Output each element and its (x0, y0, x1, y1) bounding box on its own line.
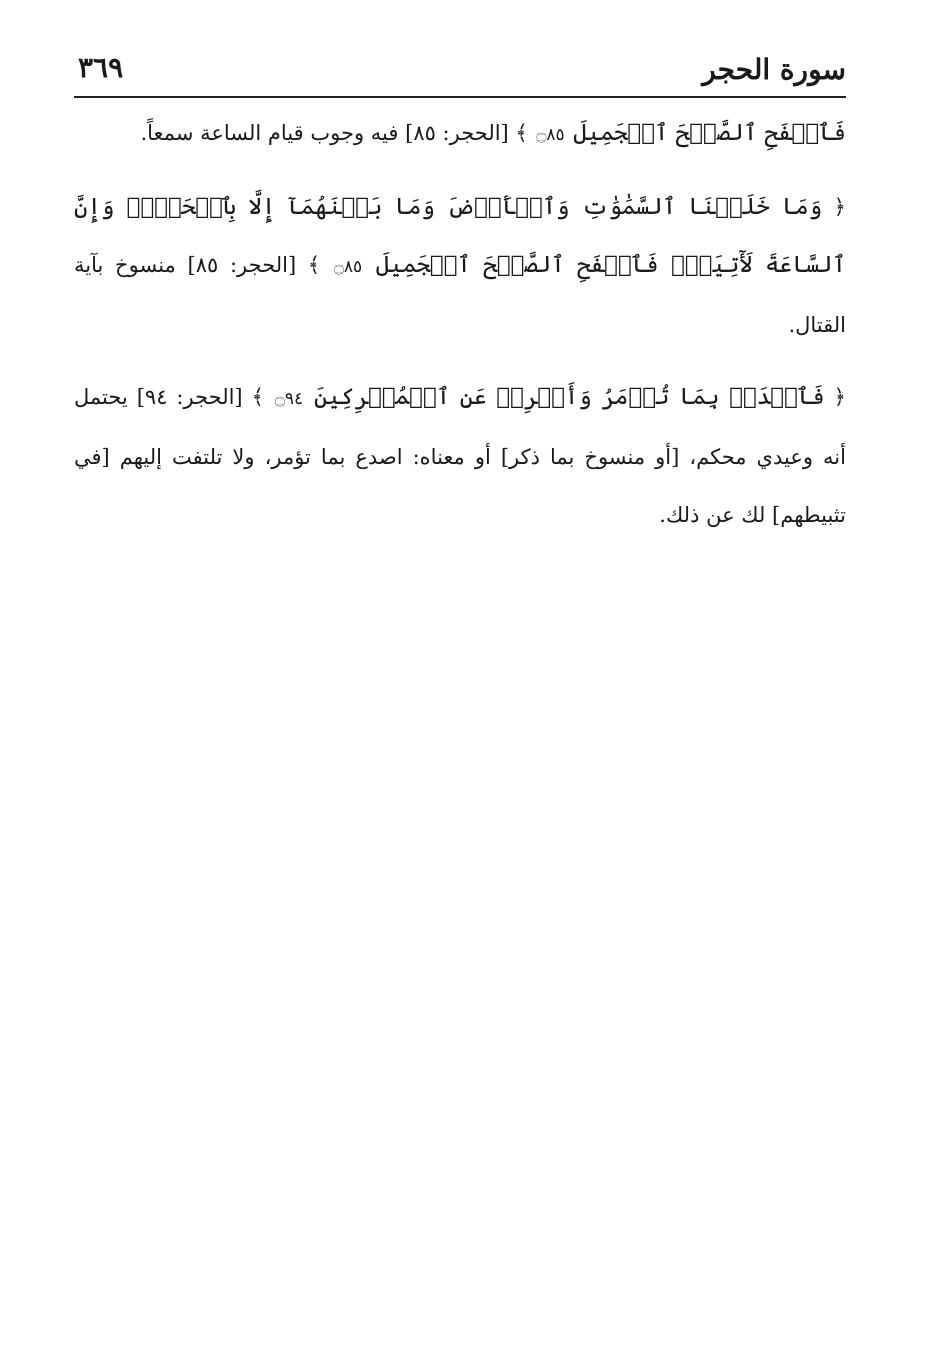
verse-close-bracket: ﴾ (515, 121, 528, 145)
verse-close-bracket: ﴾ (251, 385, 264, 409)
commentary-text: [الحجر: ٨٥] منسوخ بآية القتال. (74, 253, 846, 337)
verse-close-bracket: ﴾ (307, 253, 321, 277)
quran-verse: وَمَا خَلَقۡنَا ٱلسَّمَٰوَٰتِ وَٱلۡأَرۡضَ وَمَا بَيۡنَهُمَآ إِلَّا بِٱلۡحَقِّۗ وَإِنَّ ٱلسَّاعَةَ لَأٓتِيَةٞۖ فَٱصۡفَحِ ٱلصَّفۡحَ ٱلۡجَمِيلَ (74, 194, 846, 278)
paragraph-3 (74, 368, 846, 544)
header-divider (74, 96, 846, 98)
page-header (74, 44, 846, 94)
quran-verse: فَٱصۡفَحِ ٱلصَّفۡحَ ٱلۡجَمِيلَ (573, 120, 846, 146)
ayah-number-mark: ۝٨٥ (536, 125, 565, 145)
commentary-text: [الحجر: ٨٥] فيه وجوب قيام الساعة سمعاً. (140, 121, 509, 145)
page-number: ٣٦٩ (78, 51, 124, 84)
ayah-number-mark: ۝٩٤ (274, 389, 304, 409)
surah-title: سورة الحجر (702, 53, 846, 86)
commentary-text: [الحجر: ٩٤] يحتمل أنه وعيدي محكم، [أو منسوخ بما ذكر] أو معناه: اصدع بما تؤمر، ولا تلتفت إليهم [في تثبيطهم] لك عن ذلك. (74, 385, 846, 527)
paragraph-1 (74, 104, 846, 164)
paragraph-2 (74, 178, 846, 354)
ayah-number-mark: ۝٨٥ (333, 257, 363, 277)
quran-verse: فَٱصۡدَعۡ بِمَا تُؤۡمَرُ وَأَعۡرِضۡ عَنِ ٱلۡمُشۡرِكِينَ (314, 384, 825, 410)
verse-open-bracket: ﴿ (833, 195, 846, 219)
verse-open-bracket: ﴿ (833, 385, 846, 409)
page-body (74, 104, 846, 558)
